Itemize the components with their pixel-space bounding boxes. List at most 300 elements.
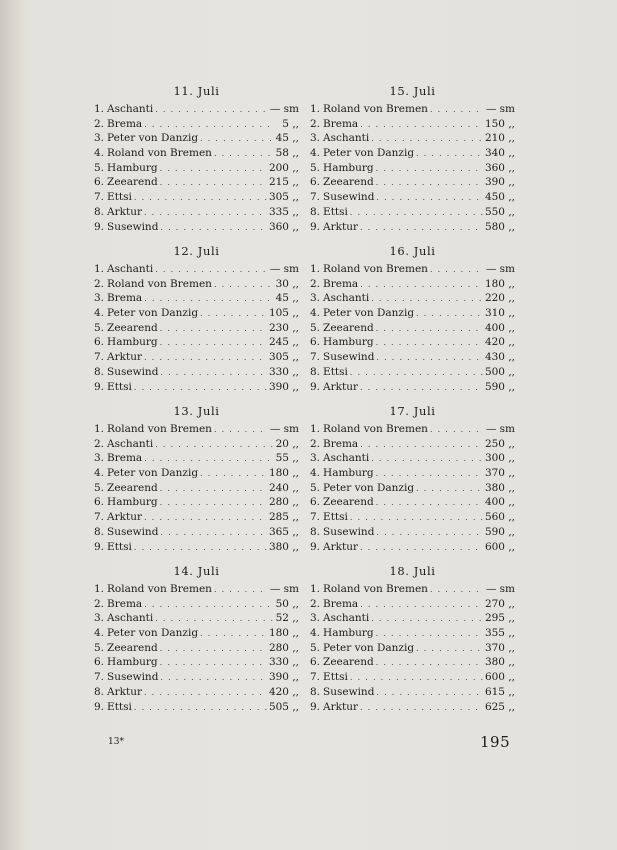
rank-number: 5. (94, 481, 105, 494)
yacht-name: Brema (107, 117, 143, 130)
dot-leader (155, 263, 268, 277)
dot-leader (430, 583, 484, 597)
day-block (310, 240, 515, 400)
rank-number: 9. (94, 700, 105, 713)
rank-number: 3. (94, 612, 105, 625)
dot-leader (350, 366, 483, 380)
yacht-name: Aschanti (323, 132, 370, 145)
yacht-name: Brema (323, 277, 359, 290)
distance-value: 210 ,, (484, 132, 515, 145)
distance-value: 340 ,, (484, 147, 515, 160)
yacht-name: Ettsi (323, 511, 348, 524)
day-block (310, 400, 515, 560)
dot-leader (371, 452, 483, 466)
dot-leader (214, 278, 273, 292)
day-block (94, 240, 299, 400)
rank-number: 1. (94, 423, 105, 435)
rank-number: 7. (310, 511, 321, 524)
dot-leader (134, 701, 267, 715)
distance-value: 380 ,, (484, 481, 515, 494)
standings-row (310, 422, 515, 437)
yacht-name: Aschanti (323, 612, 370, 625)
distance-value: — sm (269, 103, 299, 115)
standings-row (310, 365, 515, 380)
standings-row (94, 525, 299, 540)
yacht-name: Ettsi (323, 365, 348, 378)
rank-number: 7. (94, 671, 105, 684)
dot-leader (200, 627, 267, 641)
yacht-name: Zeearend (107, 176, 158, 189)
rank-number: 2. (310, 117, 321, 130)
standings-row (310, 626, 515, 641)
standings-row (94, 510, 299, 525)
rank-number: 2. (310, 437, 321, 450)
yacht-name: Hamburg (323, 161, 374, 174)
dot-leader (160, 221, 267, 235)
standings-row (310, 597, 515, 612)
dot-leader (160, 671, 267, 685)
distance-value: 355 ,, (484, 627, 515, 640)
yacht-name: Ettsi (107, 191, 132, 204)
dot-leader (350, 511, 483, 525)
rank-number: 7. (310, 351, 321, 364)
rank-number: 9. (94, 220, 105, 233)
distance-value: 590 ,, (484, 525, 515, 538)
rank-number: 8. (94, 685, 105, 698)
day-heading: 12. Juli (173, 244, 220, 258)
dot-leader (155, 438, 273, 452)
distance-value: 180 ,, (268, 627, 299, 640)
yacht-name: Susewind (107, 671, 159, 684)
yacht-name: Arktur (323, 700, 358, 713)
dot-leader (160, 642, 267, 656)
yacht-name: Aschanti (107, 612, 154, 625)
dot-leader (214, 583, 268, 597)
distance-value: 180 ,, (268, 467, 299, 480)
yacht-name: Brema (107, 597, 143, 610)
standings-row (310, 291, 515, 306)
distance-value: 5 ,, (282, 117, 299, 130)
dot-leader (200, 467, 267, 481)
yacht-name: Peter von Danzig (107, 467, 199, 480)
dot-leader (360, 118, 483, 132)
yacht-name: Peter von Danzig (107, 627, 199, 640)
standings-row (94, 365, 299, 380)
standings-row (310, 117, 515, 132)
standings-row (310, 700, 515, 715)
standings-row (310, 205, 515, 220)
dot-leader (360, 278, 483, 292)
yacht-name: Ettsi (107, 700, 132, 713)
yacht-name: Brema (323, 117, 359, 130)
rank-number: 8. (310, 685, 321, 698)
distance-value: 280 ,, (268, 496, 299, 509)
yacht-name: Arktur (107, 511, 142, 524)
rank-number: 2. (94, 437, 105, 450)
day-block (94, 400, 299, 560)
standings-row (310, 161, 515, 176)
yacht-name: Hamburg (107, 161, 158, 174)
standings-row (94, 685, 299, 700)
distance-value: 380 ,, (268, 540, 299, 553)
distance-value: 215 ,, (268, 176, 299, 189)
day-heading: 16. Juli (389, 244, 436, 258)
dot-leader (160, 526, 267, 540)
dot-leader (155, 612, 273, 626)
standings-row (94, 205, 299, 220)
rank-number: 2. (310, 277, 321, 290)
rank-number: 3. (310, 612, 321, 625)
distance-value: 400 ,, (484, 496, 515, 509)
standings-row (94, 641, 299, 656)
standings-row (94, 175, 299, 190)
distance-value: 310 ,, (484, 307, 515, 320)
rank-number: 9. (310, 700, 321, 713)
yacht-name: Susewind (107, 220, 159, 233)
dot-leader (160, 496, 267, 510)
rank-number: 6. (310, 336, 321, 349)
distance-value: 400 ,, (484, 321, 515, 334)
distance-value: 600 ,, (484, 540, 515, 553)
distance-value: 360 ,, (484, 161, 515, 174)
standings-row (94, 481, 299, 496)
yacht-name: Susewind (107, 525, 159, 538)
rank-number: 1. (94, 583, 105, 595)
distance-value: 305 ,, (268, 351, 299, 364)
rank-number: 4. (94, 467, 105, 480)
standings-row (310, 510, 515, 525)
day-heading: 15. Juli (389, 84, 436, 98)
yacht-name: Peter von Danzig (323, 481, 415, 494)
standings-row (310, 350, 515, 365)
standings-row (94, 582, 299, 597)
dot-leader (376, 351, 483, 365)
yacht-name: Roland von Bremen (107, 277, 212, 290)
yacht-name: Roland von Bremen (107, 147, 212, 160)
dot-leader (430, 423, 484, 437)
rank-number: 3. (310, 452, 321, 465)
distance-value: 370 ,, (484, 641, 515, 654)
yacht-name: Roland von Bremen (323, 103, 428, 115)
rank-number: 2. (94, 117, 105, 130)
dot-leader (144, 206, 267, 220)
standings-row (310, 146, 515, 161)
dot-leader (144, 292, 273, 306)
rank-number: 9. (94, 380, 105, 393)
right-column (310, 80, 515, 720)
rank-number: 1. (310, 263, 321, 275)
distance-value: 150 ,, (484, 117, 515, 130)
rank-number: 1. (310, 423, 321, 435)
day-heading: 11. Juli (173, 84, 220, 98)
day-heading: 14. Juli (173, 564, 220, 578)
day-heading: 18. Juli (389, 564, 436, 578)
standings-row (310, 380, 515, 395)
rank-number: 6. (94, 336, 105, 349)
yacht-name: Aschanti (323, 292, 370, 305)
dot-leader (144, 351, 267, 365)
yacht-name: Peter von Danzig (323, 307, 415, 320)
left-column (94, 80, 299, 720)
standings-row (310, 190, 515, 205)
yacht-name: Roland von Bremen (107, 583, 212, 595)
distance-value: 330 ,, (268, 656, 299, 669)
distance-value: — sm (485, 423, 515, 435)
dot-leader (376, 627, 483, 641)
distance-value: 180 ,, (484, 277, 515, 290)
rank-number: 4. (310, 467, 321, 480)
standings-row (94, 161, 299, 176)
distance-value: — sm (269, 263, 299, 275)
dot-leader (144, 686, 267, 700)
rank-number: 2. (94, 597, 105, 610)
yacht-name: Zeearend (323, 321, 374, 334)
standings-row (310, 277, 515, 292)
standings-row (310, 611, 515, 626)
yacht-name: Ettsi (323, 205, 348, 218)
rank-number: 1. (94, 103, 105, 115)
yacht-name: Peter von Danzig (323, 147, 415, 160)
distance-value: 380 ,, (484, 656, 515, 669)
rank-number: 1. (310, 583, 321, 595)
yacht-name: Susewind (107, 365, 159, 378)
rank-number: 6. (94, 656, 105, 669)
standings-row (94, 117, 299, 132)
yacht-name: Hamburg (107, 496, 158, 509)
yacht-name: Peter von Danzig (323, 641, 415, 654)
dot-leader (160, 336, 267, 350)
distance-value: 615 ,, (484, 685, 515, 698)
standings-row (310, 306, 515, 321)
distance-value: 50 ,, (275, 597, 299, 610)
yacht-name: Zeearend (323, 656, 374, 669)
standings-row (310, 641, 515, 656)
standings-row (94, 422, 299, 437)
yacht-name: Brema (107, 452, 143, 465)
standings-row (94, 437, 299, 452)
rank-number: 5. (310, 641, 321, 654)
distance-value: 20 ,, (275, 437, 299, 450)
dot-leader (371, 132, 483, 146)
rank-number: 7. (94, 511, 105, 524)
rank-number: 5. (310, 161, 321, 174)
rank-number: 9. (310, 540, 321, 553)
dot-leader (376, 176, 483, 190)
dot-leader (416, 307, 483, 321)
standings-row (94, 670, 299, 685)
rank-number: 2. (94, 277, 105, 290)
dot-leader (360, 381, 483, 395)
yacht-name: Hamburg (107, 656, 158, 669)
distance-value: 390 ,, (268, 671, 299, 684)
standings-row (94, 277, 299, 292)
distance-value: 505 ,, (268, 700, 299, 713)
rank-number: 5. (94, 321, 105, 334)
rank-number: 1. (94, 263, 105, 275)
distance-value: 295 ,, (484, 612, 515, 625)
distance-value: 305 ,, (268, 191, 299, 204)
standings-row (94, 626, 299, 641)
yacht-name: Roland von Bremen (107, 423, 212, 435)
rank-number: 5. (94, 161, 105, 174)
distance-value: 560 ,, (484, 511, 515, 524)
dot-leader (134, 381, 267, 395)
distance-value: 625 ,, (484, 700, 515, 713)
distance-value: 330 ,, (268, 365, 299, 378)
yacht-name: Ettsi (107, 380, 132, 393)
rank-number: 4. (310, 627, 321, 640)
standings-row (94, 380, 299, 395)
rank-number: 8. (310, 365, 321, 378)
yacht-name: Arktur (323, 540, 358, 553)
standings-row (94, 291, 299, 306)
distance-value: — sm (269, 583, 299, 595)
distance-value: 200 ,, (268, 161, 299, 174)
rank-number: 3. (310, 292, 321, 305)
distance-value: — sm (269, 423, 299, 435)
dot-leader (160, 482, 267, 496)
page-number: 195 (480, 733, 511, 751)
rank-number: 7. (310, 191, 321, 204)
yacht-name: Susewind (323, 685, 375, 698)
rank-number: 9. (310, 380, 321, 393)
distance-value: 250 ,, (484, 437, 515, 450)
distance-value: 450 ,, (484, 191, 515, 204)
yacht-name: Arktur (107, 351, 142, 364)
distance-value: — sm (485, 103, 515, 115)
rank-number: 8. (310, 205, 321, 218)
distance-value: 365 ,, (268, 525, 299, 538)
distance-value: — sm (485, 583, 515, 595)
yacht-name: Zeearend (107, 481, 158, 494)
rank-number: 6. (310, 656, 321, 669)
yacht-name: Zeearend (107, 321, 158, 334)
distance-value: 590 ,, (484, 380, 515, 393)
yacht-name: Aschanti (107, 437, 154, 450)
rank-number: 7. (94, 191, 105, 204)
rank-number: 4. (94, 147, 105, 160)
rank-number: 6. (310, 496, 321, 509)
dot-leader (144, 452, 273, 466)
rank-number: 3. (94, 452, 105, 465)
dot-leader (376, 467, 483, 481)
day-block (94, 560, 299, 720)
dot-leader (360, 598, 483, 612)
standings-row (310, 175, 515, 190)
dot-leader (371, 612, 483, 626)
standings-row (94, 655, 299, 670)
dot-leader (416, 147, 483, 161)
yacht-name: Hamburg (107, 336, 158, 349)
standings-row (94, 495, 299, 510)
yacht-name: Peter von Danzig (107, 132, 199, 145)
yacht-name: Arktur (107, 685, 142, 698)
standings-row (94, 190, 299, 205)
yacht-name: Roland von Bremen (323, 583, 428, 595)
distance-value: 45 ,, (275, 132, 299, 145)
rank-number: 9. (310, 220, 321, 233)
yacht-name: Brema (323, 437, 359, 450)
standings-row (310, 540, 515, 555)
dot-leader (160, 162, 267, 176)
yacht-name: Aschanti (323, 452, 370, 465)
standings-row (94, 321, 299, 336)
dot-leader (200, 132, 273, 146)
standings-row (94, 611, 299, 626)
dot-leader (144, 598, 273, 612)
distance-value: 280 ,, (268, 641, 299, 654)
yacht-name: Zeearend (107, 641, 158, 654)
day-block (94, 80, 299, 240)
yacht-name: Brema (107, 292, 143, 305)
yacht-name: Hamburg (323, 336, 374, 349)
standings-row (310, 335, 515, 350)
dot-leader (214, 423, 268, 437)
distance-value: 270 ,, (484, 597, 515, 610)
yacht-name: Arktur (323, 380, 358, 393)
distance-value: 220 ,, (484, 292, 515, 305)
standings-row (310, 495, 515, 510)
yacht-name: Aschanti (107, 103, 154, 115)
rank-number: 3. (94, 292, 105, 305)
rank-number: 8. (310, 525, 321, 538)
distance-value: 580 ,, (484, 220, 515, 233)
distance-value: 55 ,, (275, 452, 299, 465)
dot-leader (144, 511, 267, 525)
dot-leader (430, 103, 484, 117)
distance-value: 335 ,, (268, 205, 299, 218)
dot-leader (376, 336, 483, 350)
dot-leader (416, 482, 483, 496)
distance-value: 300 ,, (484, 452, 515, 465)
distance-value: 420 ,, (484, 336, 515, 349)
standings-row (310, 321, 515, 336)
standings-row (310, 582, 515, 597)
dot-leader (134, 541, 267, 555)
standings-row (310, 481, 515, 496)
dot-leader (160, 322, 267, 336)
distance-value: 240 ,, (268, 481, 299, 494)
rank-number: 8. (94, 205, 105, 218)
dot-leader (214, 147, 273, 161)
dot-leader (376, 322, 483, 336)
dot-leader (160, 656, 267, 670)
dot-leader (376, 686, 483, 700)
standings-row (310, 670, 515, 685)
distance-value: 390 ,, (268, 380, 299, 393)
yacht-name: Roland von Bremen (323, 263, 428, 275)
standings-row (94, 220, 299, 235)
day-block (310, 560, 515, 720)
standings-row (310, 655, 515, 670)
distance-value: 30 ,, (275, 277, 299, 290)
standings-row (310, 451, 515, 466)
distance-value: 430 ,, (484, 351, 515, 364)
distance-value: 600 ,, (484, 671, 515, 684)
dot-leader (360, 221, 483, 235)
dot-leader (416, 642, 483, 656)
yacht-name: Peter von Danzig (107, 307, 199, 320)
rank-number: 8. (94, 525, 105, 538)
standings-row (310, 102, 515, 117)
dot-leader (155, 103, 268, 117)
yacht-name: Zeearend (323, 176, 374, 189)
standings-row (94, 306, 299, 321)
rank-number: 7. (94, 351, 105, 364)
rank-number: 4. (94, 627, 105, 640)
rank-number: 6. (94, 496, 105, 509)
yacht-name: Susewind (323, 351, 375, 364)
